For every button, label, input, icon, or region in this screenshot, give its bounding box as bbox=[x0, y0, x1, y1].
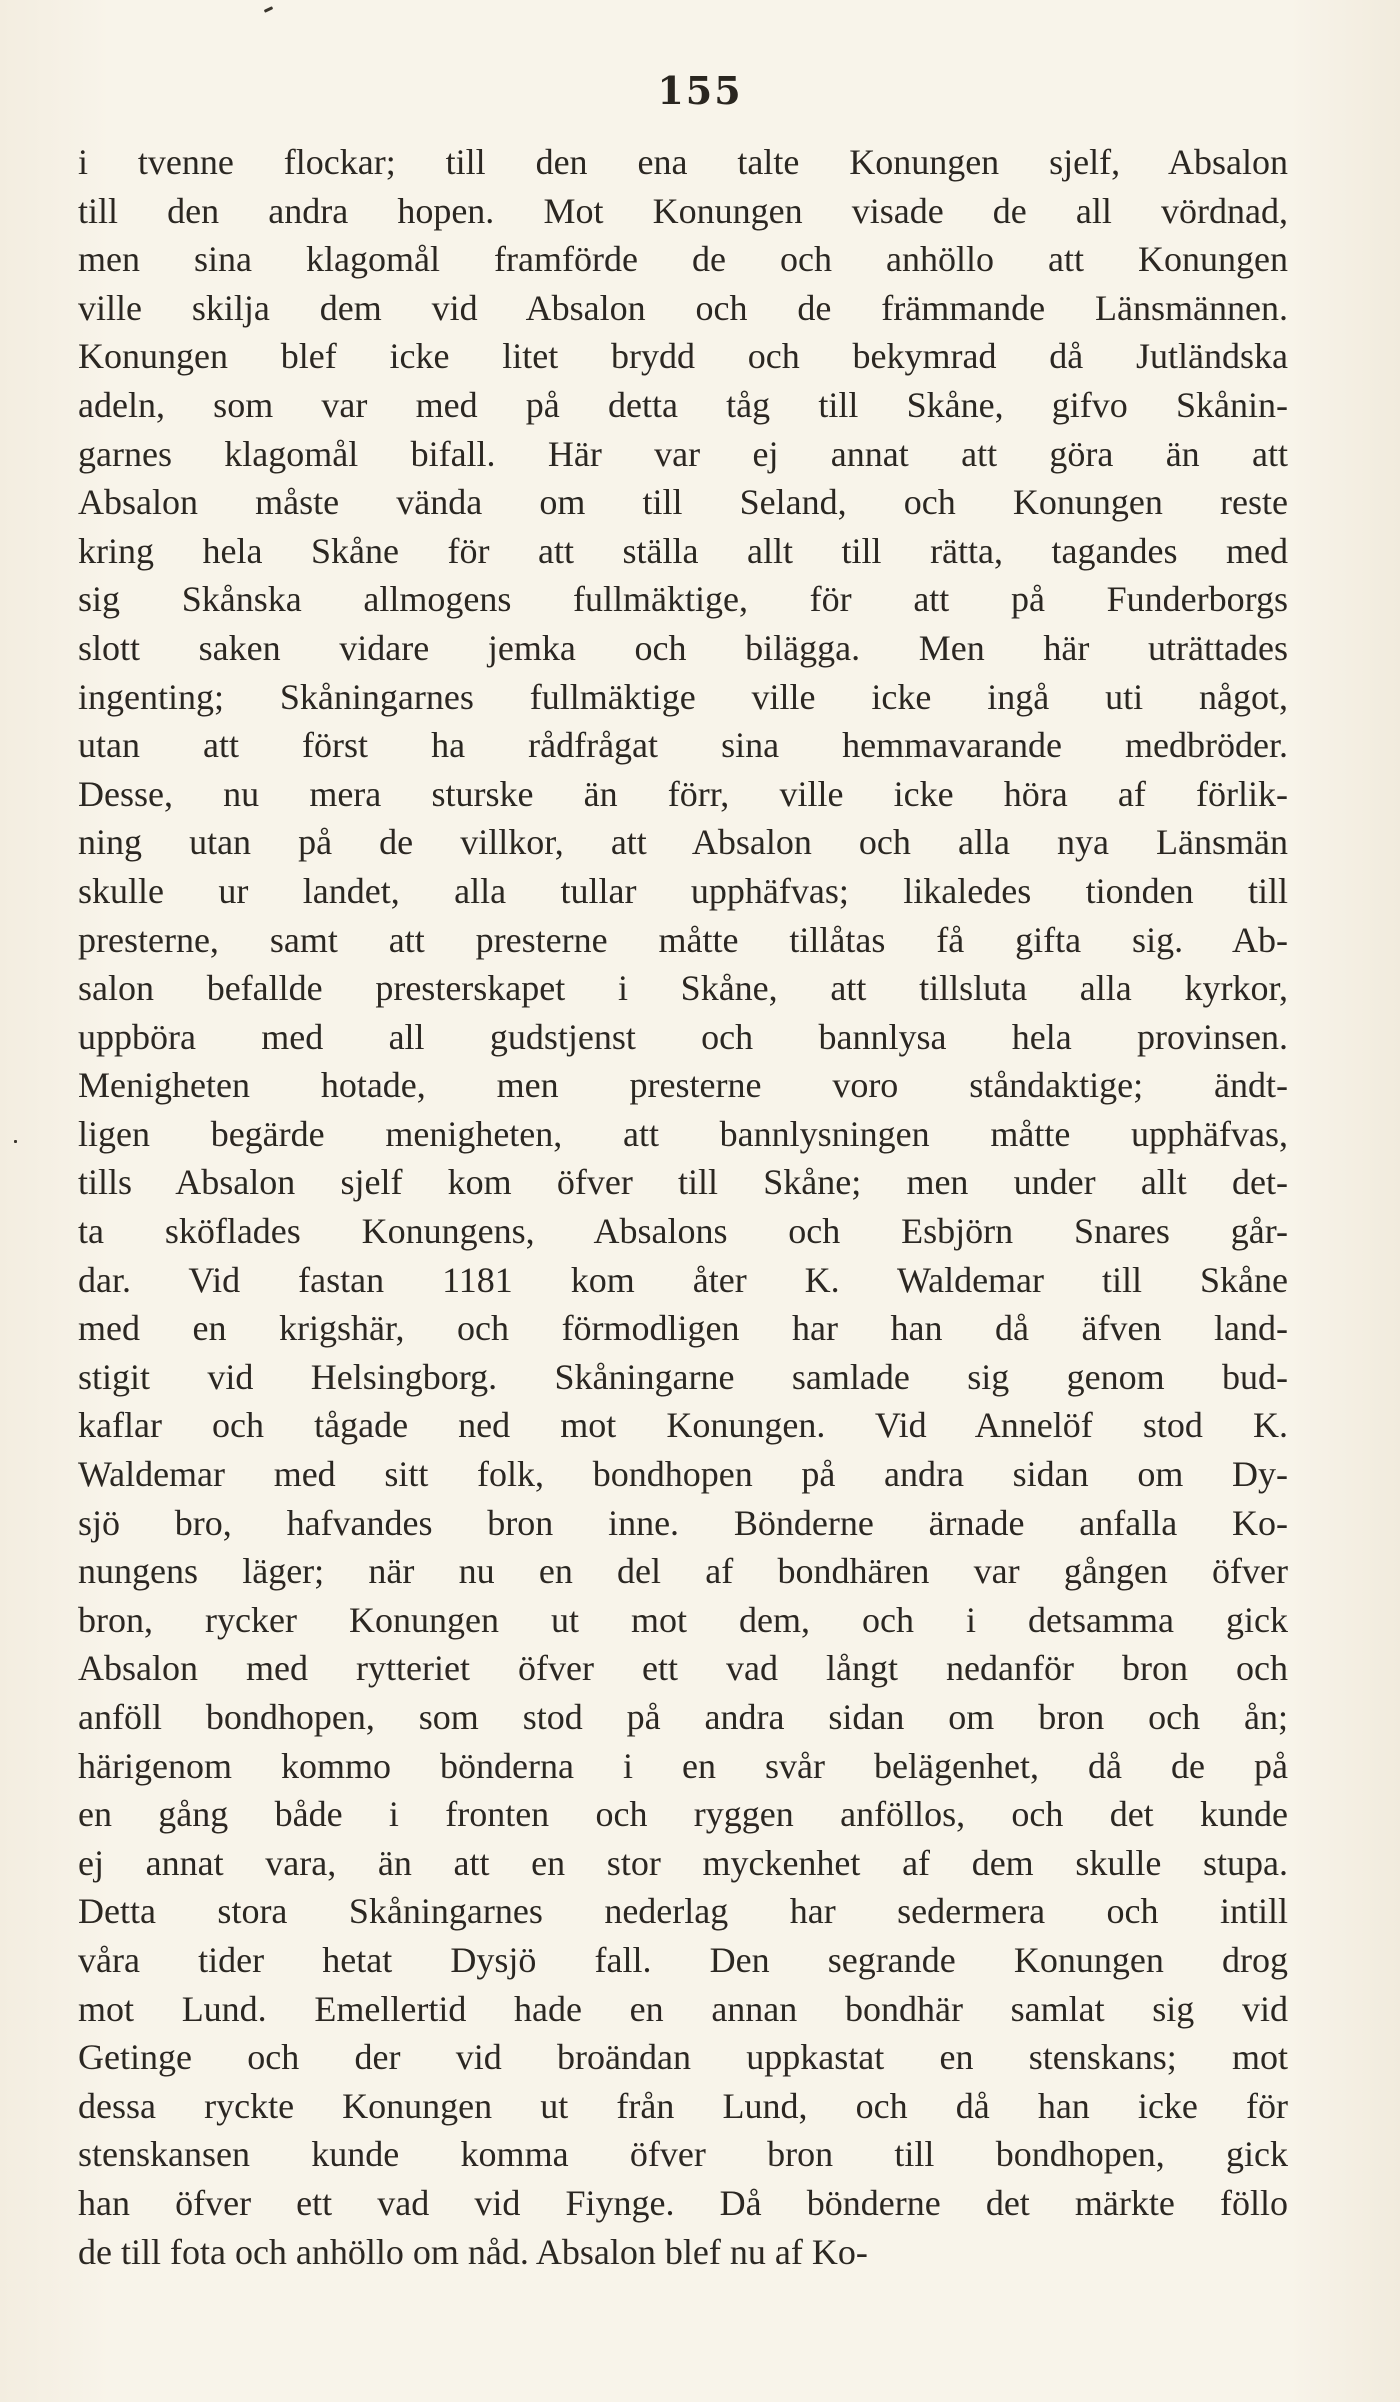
text-line: ingenting; Skåningarnes fullmäktige ville icke ingå uti något, bbox=[78, 676, 1288, 717]
text-line: garnes klagomål bifall. Här var ej annat att göra än att bbox=[78, 433, 1288, 474]
text-line: dar. Vid fastan 1181 kom åter K. Waldemar till Skåne bbox=[78, 1259, 1288, 1300]
text-line: Konungen blef icke litet brydd och bekymrad då Jutländska bbox=[78, 336, 1288, 377]
text-line: uppböra med all gudstjenst och bannlysa hela provinsen. bbox=[78, 1016, 1288, 1057]
text-line: Desse, nu mera sturske än förr, ville icke höra af förlik- bbox=[78, 773, 1288, 814]
text-line: kring hela Skåne för att ställa allt till rätta, tagandes med bbox=[78, 530, 1288, 571]
ink-speck bbox=[14, 1140, 17, 1143]
text-line: presterne, samt att presterne måtte tillåtas få gifta sig. Ab- bbox=[78, 919, 1288, 960]
text-line: Waldemar med sitt folk, bondhopen på andra sidan om Dy- bbox=[78, 1454, 1288, 1495]
text-line: skulle ur landet, alla tullar upphäfvas; likaledes tionden till bbox=[78, 870, 1288, 911]
text-line: kaflar och tågade ned mot Konungen. Vid Annelöf stod K. bbox=[78, 1405, 1288, 1446]
text-line: en gång både i fronten och ryggen anföllos, och det kunde bbox=[78, 1794, 1288, 1835]
text-line: i tvenne flockar; till den ena talte Konungen sjelf, Absalon bbox=[78, 142, 1288, 182]
body-text bbox=[78, 138, 1288, 2276]
text-line: härigenom kommo bönderna i en svår belägenhet, då de på bbox=[78, 1745, 1288, 1786]
text-line: våra tider hetat Dysjö fall. Den segrande Konungen drog bbox=[78, 1939, 1288, 1980]
text-line: ta sköflades Konungens, Absalons och Esbjörn Snares går- bbox=[78, 1211, 1288, 1252]
text-line: nungens läger; när nu en del af bondhären var gången öfver bbox=[78, 1551, 1288, 1592]
text-line: mot Lund. Emellertid hade en annan bondhär samlat sig vid bbox=[78, 1988, 1288, 2029]
text-line: Detta stora Skåningarnes nederlag har sedermera och intill bbox=[78, 1891, 1288, 1932]
text-line: stenskansen kunde komma öfver bron till bondhopen, gick bbox=[78, 2134, 1288, 2175]
text-line: med en krigshär, och förmodligen har han då äfven land- bbox=[78, 1308, 1288, 1349]
text-line: men sina klagomål framförde de och anhöllo att Konungen bbox=[78, 239, 1288, 280]
text-line: adeln, som var med på detta tåg till Skåne, gifvo Skånin- bbox=[78, 384, 1288, 425]
text-line: de till fota och anhöllo om nåd. Absalon blef nu af Ko- bbox=[78, 2231, 868, 2272]
text-line: salon befallde presterskapet i Skåne, att tillsluta alla kyrkor, bbox=[78, 968, 1288, 1009]
text-line: han öfver ett vad vid Fiynge. Då bönderne det märkte föllo bbox=[78, 2182, 1288, 2223]
text-line: ning utan på de villkor, att Absalon och alla nya Länsmän bbox=[78, 822, 1288, 863]
text-line: Menigheten hotade, men presterne voro ståndaktige; ändt- bbox=[78, 1065, 1288, 1106]
text-line: sjö bro, hafvandes bron inne. Bönderne ärnade anfalla Ko- bbox=[78, 1502, 1288, 1543]
text-line: tills Absalon sjelf kom öfver till Skåne; men under allt det- bbox=[78, 1162, 1288, 1203]
text-line: sig Skånska allmogens fullmäktige, för att på Funderborgs bbox=[78, 579, 1288, 620]
page-number: 155 bbox=[657, 68, 743, 113]
text-line: ville skilja dem vid Absalon och de främmande Länsmännen. bbox=[78, 287, 1288, 328]
ink-speck bbox=[264, 6, 273, 13]
text-line: ej annat vara, än att en stor myckenhet af dem skulle stupa. bbox=[78, 1842, 1288, 1883]
text-line: Absalon med rytteriet öfver ett vad långt nedanför bron och bbox=[78, 1648, 1288, 1689]
text-line: Absalon måste vända om till Seland, och Konungen reste bbox=[78, 482, 1288, 523]
text-line: utan att först ha rådfrågat sina hemmavarande medbröder. bbox=[78, 725, 1288, 766]
text-line: anföll bondhopen, som stod på andra sidan om bron och ån; bbox=[78, 1697, 1288, 1737]
text-line: stigit vid Helsingborg. Skåningarne samlade sig genom bud- bbox=[78, 1356, 1288, 1397]
text-line: ligen begärde menigheten, att bannlysningen måtte upphäfvas, bbox=[78, 1113, 1288, 1154]
text-line: bron, rycker Konungen ut mot dem, och i detsamma gick bbox=[78, 1599, 1288, 1640]
text-line: Getinge och der vid broändan uppkastat en stenskans; mot bbox=[78, 2037, 1288, 2078]
text-line: slott saken vidare jemka och bilägga. Men här uträttades bbox=[78, 627, 1288, 668]
text-line: dessa ryckte Konungen ut från Lund, och då han icke för bbox=[78, 2085, 1288, 2126]
text-line: till den andra hopen. Mot Konungen visade de all vördnad, bbox=[78, 190, 1288, 231]
